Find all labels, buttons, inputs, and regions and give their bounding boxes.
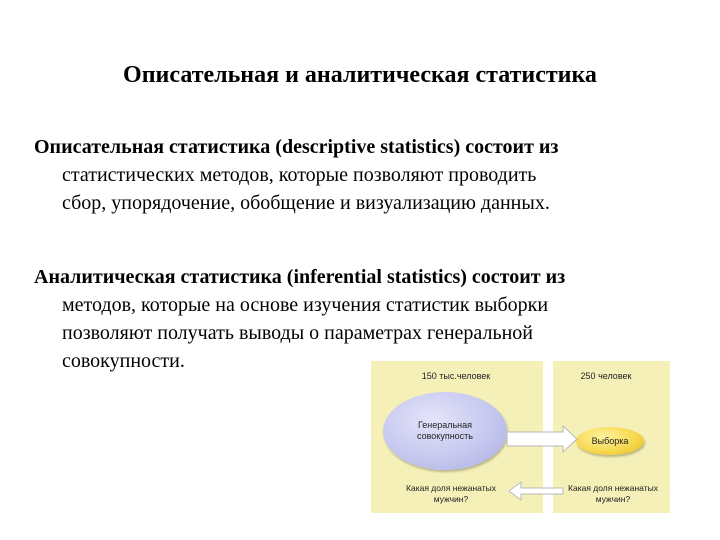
sampling-arrow [507,426,577,452]
descriptive-line-2: статистических методов, которые позволяют проводить [62,164,537,186]
page-title: Описательная и аналитическая статистика [123,62,597,88]
inferential-line-3: позволяют получать выводы о параметрах генеральной [62,322,533,344]
sample-label: Выборка [591,436,629,446]
sample-count-label: 250 человек [580,371,632,381]
inferential-term: Аналитическая статистика [34,266,282,288]
inferential-line-2: методов, которые на основе изучения статистик выборки [62,294,549,316]
inference-arrow [509,482,563,500]
inferential-line-4: совокупности. [62,350,185,372]
inferential-paragraph [34,263,694,375]
inferential-definition-start: (inferential statistics) состоит из [281,266,566,288]
sample-question: Какая доля нежанатых мужчин? [568,483,658,504]
descriptive-line-3: сбор, упорядочение, обобщение и визуализацию данных. [62,192,550,214]
inferential-line-1 [34,263,694,291]
descriptive-term: Описательная статистика [34,136,271,158]
descriptive-definition-start: (descriptive statistics) состоит из [270,136,559,158]
population-sample-diagram [371,361,670,513]
population-count-label: 150 тыс.человек [421,371,491,381]
descriptive-line-1 [34,133,694,161]
descriptive-paragraph [34,133,694,217]
population-label: Генеральная совокупность [417,420,473,441]
population-question: Какая доля нежанатых мужчин? [406,483,496,504]
